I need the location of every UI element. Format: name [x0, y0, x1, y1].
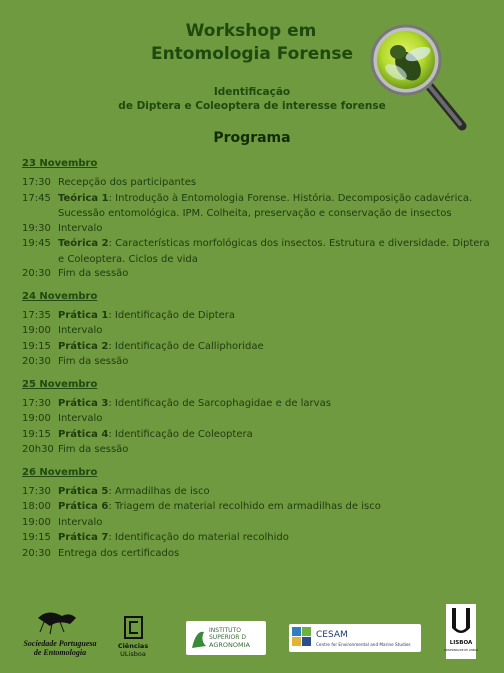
- session-description: : Armadilhas de isco: [108, 485, 210, 497]
- schedule-time: 19:30: [22, 222, 51, 234]
- schedule-text: [58, 531, 492, 546]
- schedule-time: 17:30: [22, 177, 51, 188]
- isa-line-3: AGRONOMIA: [209, 641, 250, 649]
- ciencias-line-1: Ciências: [117, 642, 149, 650]
- schedule-text: [58, 222, 492, 237]
- session-label: Prática 6: [58, 501, 109, 512]
- day-title: 26 Novembro: [22, 466, 98, 478]
- ciencias-line-2: ULisboa: [120, 650, 146, 658]
- schedule-row: [22, 516, 492, 531]
- schedule-text: [58, 412, 492, 427]
- schedule-row: [22, 443, 492, 458]
- session-description: Fim da sessão: [58, 444, 129, 455]
- session-description: Entrega dos certificados: [58, 547, 180, 559]
- schedule-text: [58, 485, 492, 500]
- session-description: : Identificação de Diptera: [108, 309, 236, 321]
- isa-line-1: INSTITUTO: [209, 627, 241, 634]
- schedule-row: [22, 397, 492, 412]
- schedule-text: [58, 547, 492, 562]
- isa-logo: [186, 621, 266, 655]
- schedule-row: [22, 340, 492, 355]
- spe-logo: [23, 612, 96, 657]
- day-title: 24 Novembro: [22, 290, 98, 302]
- session-label: Prática 4: [58, 428, 109, 440]
- schedule-row: [22, 309, 492, 324]
- session-description: : Identificação do material recolhido: [108, 532, 289, 543]
- session-label: Prática 2: [58, 340, 109, 352]
- schedule-row: [22, 500, 492, 515]
- schedule-text: [58, 324, 492, 339]
- schedule-time: 20:30: [22, 356, 51, 367]
- day-block: [22, 290, 492, 370]
- title-line-1: Workshop em: [185, 21, 317, 41]
- schedule-text: [58, 397, 492, 412]
- schedule-time: 17:30: [22, 485, 51, 497]
- cesam-title: CESAM: [316, 630, 348, 640]
- schedule-text: [58, 443, 492, 458]
- session-description: : Identificação de Calliphoridae: [108, 340, 264, 352]
- schedule-text: [58, 237, 492, 252]
- schedule-row: [22, 176, 492, 191]
- schedule-text: [58, 267, 492, 282]
- session-description: : Identificação de Coleoptera: [108, 428, 253, 440]
- schedule-time: 20h30: [22, 444, 54, 455]
- session-description: Fim da sessão: [58, 268, 129, 279]
- day-block: [22, 157, 492, 282]
- session-label: Prática 7: [58, 532, 109, 543]
- day-block: [22, 378, 492, 458]
- schedule-time: 20:30: [22, 268, 51, 279]
- session-label: Prática 1: [58, 309, 109, 321]
- schedule-text: [58, 340, 492, 355]
- schedule-row: [22, 267, 492, 282]
- session-label: Teórica 1: [58, 192, 109, 204]
- session-description: Fim da sessão: [58, 356, 129, 367]
- session-description: Intervalo: [58, 516, 103, 528]
- schedule-text: [58, 500, 492, 515]
- session-description: : Identificação de Sarcophagidae e de larvas: [108, 397, 331, 409]
- session-label: Teórica 2: [58, 238, 109, 249]
- schedule-text: [58, 428, 492, 443]
- session-description-continued: e Coleoptera. Ciclos de vida: [58, 253, 198, 265]
- schedule-time: 19:45: [22, 238, 51, 249]
- session-description: Intervalo: [58, 222, 103, 234]
- schedule-row: [22, 531, 492, 546]
- session-description: Intervalo: [58, 325, 103, 336]
- session-label: Prática 5: [58, 485, 109, 497]
- schedule-row: [22, 412, 492, 427]
- schedule: [22, 157, 492, 567]
- day-title: 23 Novembro: [22, 158, 98, 169]
- schedule-time: 19:00: [22, 325, 51, 336]
- schedule-text: [58, 355, 492, 370]
- schedule-row: [22, 192, 492, 207]
- session-description: : Introdução à Entomologia Forense. História. Decomposição cadavérica.: [108, 192, 473, 204]
- subtitle-line-1: Identificação: [213, 86, 291, 98]
- ulisboa-sub: UNIVERSIDADE DE LISBOA: [443, 649, 479, 652]
- schedule-time: 19:00: [22, 413, 51, 424]
- session-description-continued: Sucessão entomológica. IPM. Colheita, preservação e conservação de insectos: [58, 208, 452, 219]
- spe-line-1: Sociedade Portuguesa: [23, 639, 97, 648]
- schedule-text: [58, 309, 492, 324]
- schedule-text: [58, 176, 492, 191]
- schedule-row: [22, 237, 492, 252]
- subtitle-line-2: de Diptera e Coleoptera de interesse forense: [118, 100, 386, 112]
- schedule-time: 17:35: [22, 309, 51, 321]
- schedule-row: [22, 428, 492, 443]
- session-label: Prática 3: [58, 397, 109, 409]
- schedule-row: [22, 547, 492, 562]
- schedule-time: 17:45: [22, 192, 51, 204]
- spe-line-2: de Entomologia: [33, 648, 87, 657]
- session-description: Intervalo: [58, 413, 103, 424]
- programa-heading: Programa: [213, 130, 291, 146]
- schedule-time: 19:15: [22, 532, 51, 543]
- ciencias-logo: [118, 617, 149, 658]
- schedule-time: 19:15: [22, 428, 51, 440]
- ulisboa-name: LISBOA: [449, 640, 473, 646]
- schedule-time: 20:30: [22, 547, 51, 559]
- cesam-subtitle: Centre for Environmental and Marine Studies: [316, 642, 411, 647]
- session-description: Recepção dos participantes: [58, 177, 197, 188]
- title-line-2: Entomologia Forense: [150, 44, 354, 64]
- schedule-row: [22, 485, 492, 500]
- isa-line-2: SUPERIOR D: [209, 634, 246, 641]
- magnifier-fly-illustration: [368, 24, 468, 134]
- cesam-logo: [289, 624, 421, 652]
- schedule-time: 19:00: [22, 516, 51, 528]
- sponsor-logos: [0, 604, 504, 673]
- ulisboa-logo: [444, 604, 478, 659]
- schedule-row: [22, 355, 492, 370]
- day-title: 25 Novembro: [22, 378, 98, 390]
- schedule-time: 18:00: [22, 501, 51, 512]
- schedule-text: [58, 516, 492, 531]
- schedule-row: [22, 222, 492, 237]
- session-description: : Características morfológicas dos insectos. Estrutura e diversidade. Diptera: [108, 238, 490, 249]
- day-block: [22, 466, 492, 562]
- schedule-time: 19:15: [22, 340, 51, 352]
- schedule-text: [58, 192, 492, 207]
- session-description: : Triagem de material recolhido em armadilhas de isco: [108, 501, 381, 512]
- schedule-row: [22, 324, 492, 339]
- schedule-time: 17:30: [22, 397, 51, 409]
